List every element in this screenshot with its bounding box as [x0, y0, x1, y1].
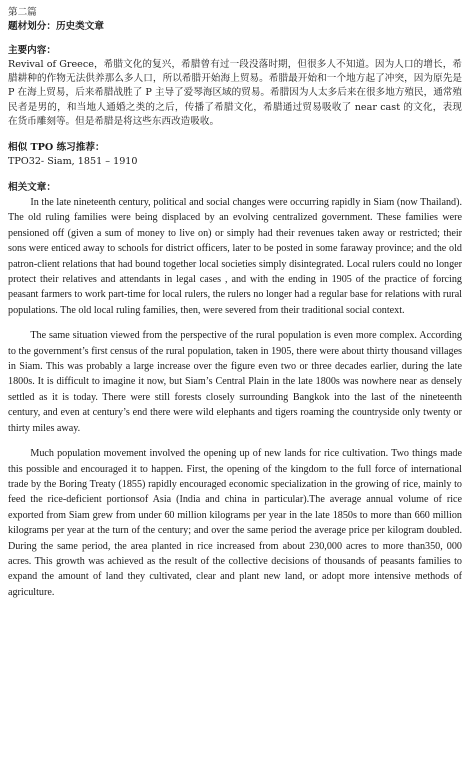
part-label: 第二篇 — [8, 7, 37, 18]
article-paragraph-3: Much population movement involved the opening up of new lands for rice cultivation. Two things made this possible and encouraged it to happen. First, the opening of the kingdom to the full force of international trade by the Boring Treaty (1855) rapidly encouraged economic specialization in the growing of rice, mainly to feed the rice-deficient portionsof Asia (India and china in particular).The average annual volume of rice exported from Siam grew from under 60 million kilograms per year in the late 1850s to more than 660 million kilograms per year at the turn of the century; and over the same period the average price per kilogram doubled. During the same period, the area planted in rice increased from about 230,000 acres to more than350, 000 acres. This growth was achieved as the result of the collective decisions of thousands of peasants families to expand the amount of land they cultivated, clear and plant new land, or adopt more intensive methods of agriculture. — [8, 448, 462, 598]
main-content-text: Revival of Greece，希腊文化的复兴，希腊曾有过一段没落时期，但很多人不知道。因为人口的增长，希腊耕种的作物无法供养那么多人口，所以希腊开始海上贸易。希腊最开始和一个地方起了冲突，因为原先是 P 在海上贸易，后来希腊战胜了 P 主导了爱琴海区域的贸易。希腊因为人太多后来在很多地方殖民，通常殖民者是男的，和当地人通婚之类的之后，传播了希腊文化，希腊通过贸易吸收了 near cast 的文化，表现在货币雕刻等。但是希腊是将这些东西改造吸收。 — [8, 59, 462, 127]
article-paragraph-1: In the late nineteenth century, political and social changes were occurring rapidly in Siam (now Thailand). The old ruling families were being displaced by an evolving centralized government. These families were pensioned off (given a sum of money to live on) or simply had their revenues taken away or restricted; their sons were enticed away to schools for district officers, later to be posted in some faraway province; and the old patron-client relations that had bound together local societies simply disintegrated. Local rulers could no longer protect their relatives and attendants in legal cases , and with the ending in 1905 of the practice of forcing peasant farmers to work part-time for local rulers, the rulers no longer had a regular base for relations with rural populations. The old local ruling families, then, were severed from their traditional social context. — [8, 197, 462, 316]
topic-classification — [8, 20, 462, 34]
article-heading: 相关文章： — [8, 182, 56, 194]
article-paragraph-2: The same situation viewed from the perspective of the rural population is even more complex. According to the government’s first census of the rural population, taken in 1905, there were about thirty thousand villages in Siam. This was probably a large increase over the figure even two or three decades earlier, during the late 1800s. It is difficult to imagine it now, but Siam’s Central Plain in the late 1800s was nowhere near as densely settled as it is today. There were still forests closely surrounding Bangkok into the last of the nineteenth century, and even at century’s end there were wild elephants and tigers roaming the countryside only twenty or thirty miles away. — [8, 330, 462, 434]
topic-label: 题材划分： — [8, 21, 56, 32]
topic-value: 历史类文章 — [55, 21, 104, 32]
tpo-item: TPO32- Siam, 1851 – 1910 — [8, 156, 138, 168]
main-content-heading: 主要内容： — [8, 45, 56, 56]
tpo-heading: 相似 TPO 练习推荐： — [8, 142, 105, 154]
